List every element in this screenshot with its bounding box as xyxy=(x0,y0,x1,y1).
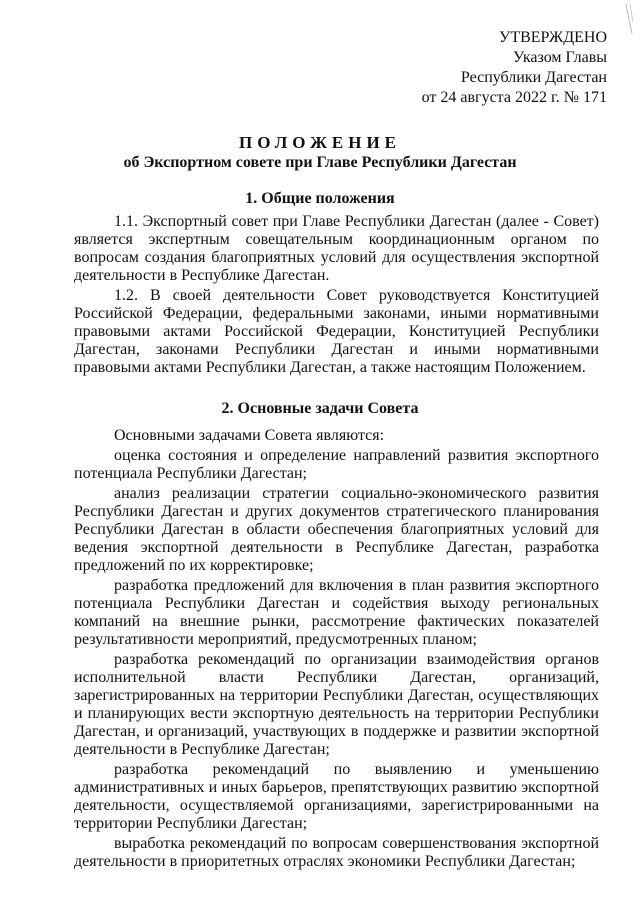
scan-corner-mark xyxy=(624,4,634,34)
document-title: ПОЛОЖЕНИЕ xyxy=(239,133,401,152)
task-item: анализ реализации стратегии социально-экономического развития Республики Дагестан и других документов стратегического планирования Республики Дагестан в области обеспечения благоприятных условий для ведения экспортной деятельности в Республике Дагестан, разработка предложений по их корректировке; xyxy=(74,485,599,574)
task-item: разработка рекомендаций по выявлению и уменьшению административных и иных барьеров, препятствующих развитию экспортной деятельности, осуществляемой организациями, зарегистрированными на территории Республики Дагестан; xyxy=(74,761,599,832)
task-item: оценка состояния и определение направлений развития экспортного потенциала Республики Дагестан; xyxy=(74,447,599,482)
section-1-heading: 1. Общие положения xyxy=(245,190,395,207)
paragraph-1-2: 1.2. В своей деятельности Совет руководствуется Конституцией Российской Федерации, федеральными законами, иными нормативными правовыми актами Российской Федерации, Конституцией Республики Дагестан, законами Республики Дагестан и иными нормативными правовыми актами Республики Дагестан, а также настоящим Положением. xyxy=(74,287,599,376)
section-2-intro: Основными задачами Совета являются: xyxy=(114,427,385,444)
paragraph-1-1: 1.1. Экспортный совет при Главе Республики Дагестан (далее - Совет) является экспертным совещательным координационным органом по вопросам создания благоприятных условий для осуществления экспортной деятельности в Республике Дагестан. xyxy=(74,213,599,284)
approval-line-1: УТВЕРЖДЕНО xyxy=(498,29,607,46)
approval-line-2: Указом Главы xyxy=(512,49,607,66)
document-subtitle: об Экспортном совете при Главе Республики Дагестан xyxy=(123,154,517,171)
approval-line-4: от 24 августа 2022 г. № 171 xyxy=(421,89,607,106)
section-2-body xyxy=(74,427,599,873)
approval-stamp xyxy=(367,28,607,108)
task-item: выработка рекомендаций по вопросам совершенствования экспортной деятельности в приоритетных отраслях экономики Республики Дагестан; xyxy=(74,835,599,870)
approval-line-3: Республики Дагестан xyxy=(460,69,607,86)
section-1-body xyxy=(74,213,599,379)
task-item: разработка рекомендаций по организации взаимодействия органов исполнительной власти Республики Дагестан, организаций, зарегистрированных на территории Республики Дагестан, осуществляющих и планирующих вести экспортную деятельность на территории Республики Дагестан, и организаций, участвующих в поддержке и развитии экспортной деятельности в Республике Дагестан; xyxy=(74,651,599,758)
task-item: разработка предложений для включения в план развития экспортного потенциала Республики Дагестан и содействия выходу региональных компаний на внешние рынки, рассмотрение фактических показателей результативности мероприятий, предусмотренных планом; xyxy=(74,577,599,648)
section-2-heading: 2. Основные задачи Совета xyxy=(221,400,419,417)
